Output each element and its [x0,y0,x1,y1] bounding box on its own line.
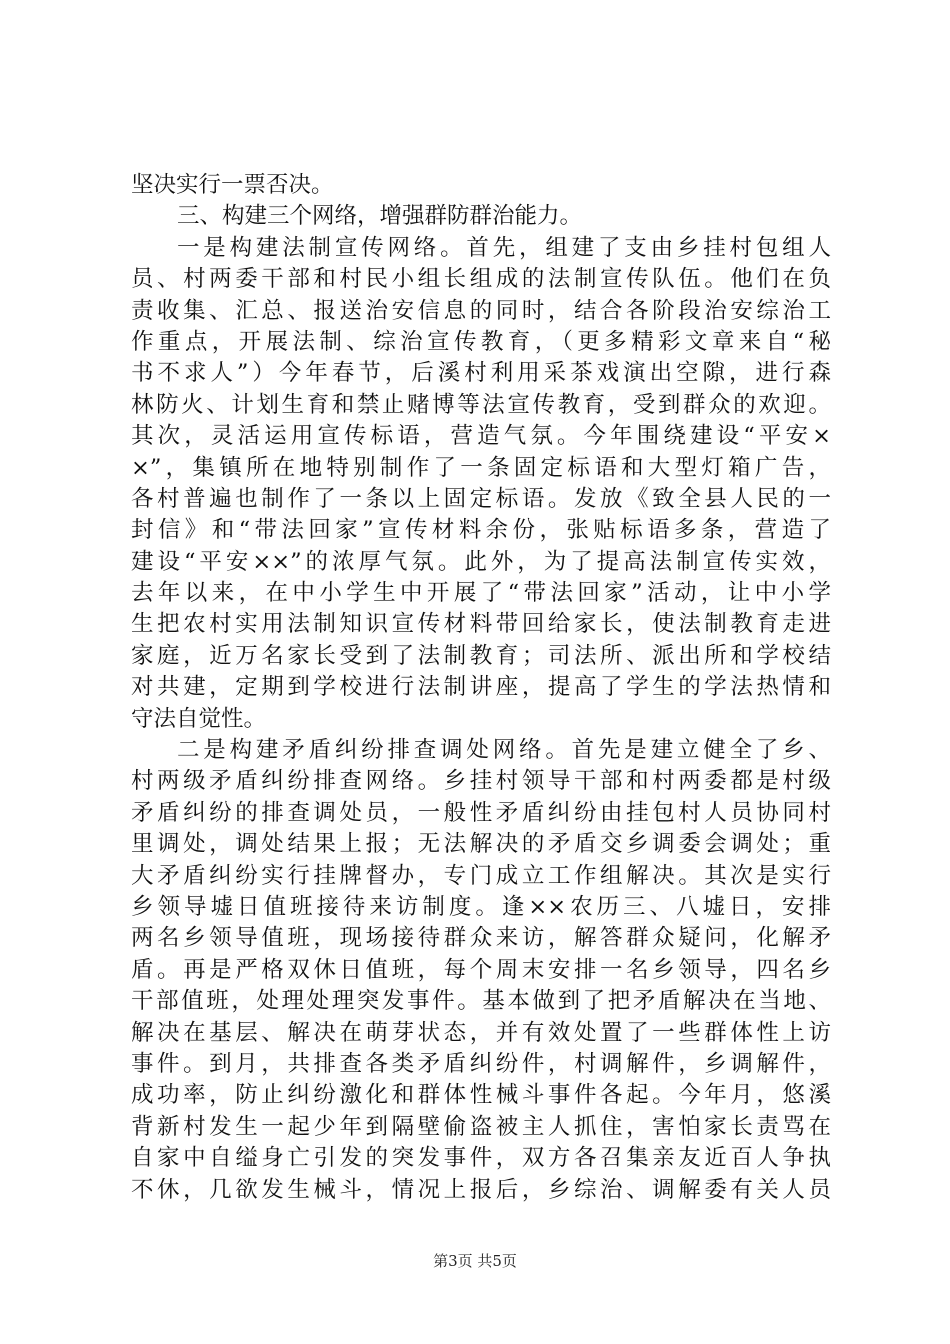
paragraph-line: 成功率，防止纠纷激化和群体性械斗事件各起。今年月，悠溪 [131,1082,831,1109]
paragraph-line: 自家中自缢身亡引发的突发事件，双方各召集亲友近百人争执 [131,1145,831,1172]
paragraph-line: 生把农村实用法制知识宣传材料带回给家长，使法制教育走进 [131,611,831,638]
paragraph-line: 干部值班，处理处理突发事件。基本做到了把矛盾解决在当地、 [131,988,831,1015]
paragraph-line: 建设“平安××”的浓厚气氛。此外，为了提高法制宣传实效， [131,548,831,575]
paragraph-line: 里调处，调处结果上报；无法解决的矛盾交乡调委会调处；重 [131,831,831,858]
paragraph-line: 各村普遍也制作了一条以上固定标语。发放《致全县人民的一 [131,485,831,512]
paragraph-line: 家庭，近万名家长受到了法制教育；司法所、派出所和学校结 [131,642,831,669]
paragraph-line: 乡领导墟日值班接待来访制度。逢××农历三、八墟日，安排 [131,893,831,920]
paragraph-line: 对共建，定期到学校进行法制讲座，提高了学生的学法热情和 [131,674,831,701]
paragraph-line: 两名乡领导值班，现场接待群众来访，解答群众疑问，化解矛 [131,925,831,952]
paragraph-line: 矛盾纠纷的排查调处员，一般性矛盾纠纷由挂包村人员协同村 [131,799,831,826]
document-body [131,170,831,1206]
paragraph-line: ×”，集镇所在地特别制作了一条固定标语和大型灯箱广告， [131,454,831,481]
paragraph-line: 盾。再是严格双休日值班，每个周末安排一名乡领导，四名乡 [131,956,831,983]
paragraph-line: 封信》和“带法回家”宣传材料余份，张贴标语多条，营造了 [131,517,831,544]
paragraph-line: 解决在基层、解决在萌芽状态，并有效处置了一些群体性上访 [131,1019,831,1046]
paragraph-line: 一是构建法制宣传网络。首先，组建了支由乡挂村包组人 [177,234,831,261]
section-heading: 三、构建三个网络，增强群防群治能力。 [177,203,583,230]
paragraph-line: 坚决实行一票否决。 [131,172,334,198]
paragraph-line: 其次，灵活运用宣传标语，营造气氛。今年围绕建设“平安× [131,423,831,450]
paragraph-line: 责收集、汇总、报送治安信息的同时，结合各阶段治安综治工 [131,297,831,324]
paragraph-line: 林防火、计划生育和禁止赌博等法宣传教育，受到群众的欢迎。 [131,391,831,418]
page-number: 第3页 共5页 [433,1252,517,1270]
paragraph-line: 去年以来，在中小学生中开展了“带法回家”活动，让中小学 [131,580,831,607]
paragraph-line: 书不求人”）今年春节，后溪村利用采茶戏演出空隙，进行森 [131,360,831,387]
paragraph-line: 背新村发生一起少年到隔壁偷盗被主人抓住，害怕家长责骂在 [131,1113,831,1140]
paragraph-line: 员、村两委干部和村民小组长组成的法制宣传队伍。他们在负 [131,266,831,293]
paragraph-line: 二是构建矛盾纠纷排查调处网络。首先是建立健全了乡、 [177,737,831,764]
paragraph-line: 事件。到月，共排查各类矛盾纠纷件，村调解件，乡调解件， [131,1050,831,1077]
paragraph-line: 大矛盾纠纷实行挂牌督办，专门成立工作组解决。其次是实行 [131,862,831,889]
paragraph-line: 作重点，开展法制、综治宣传教育，（更多精彩文章来自“秘 [131,328,831,355]
paragraph-line: 村两级矛盾纠纷排查网络。乡挂村领导干部和村两委都是村级 [131,768,831,795]
paragraph-line: 不休，几欲发生械斗，情况上报后，乡综治、调解委有关人员 [131,1176,831,1203]
paragraph-line: 守法自觉性。 [131,705,267,732]
